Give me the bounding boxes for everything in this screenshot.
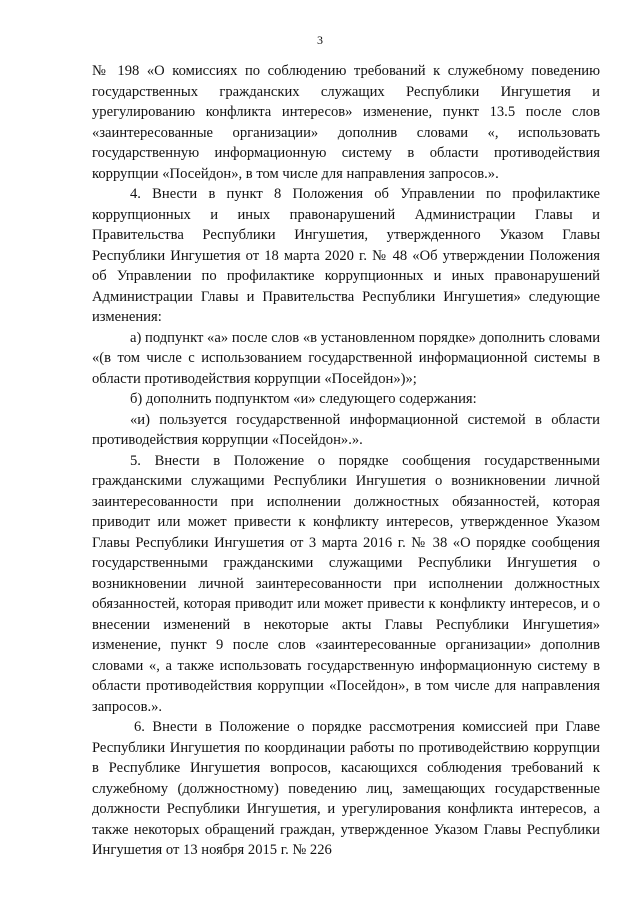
paragraph-subitem-i: «и) пользуется государственной информационной системой в области противодействия коррупции «Посейдон».». (92, 411, 600, 448)
paragraph-continuation: № 198 «О комиссиях по соблюдению требований к служебному поведению государственных гражданских служащих Республики Ингушетия и урегулированию конфликта интересов» изменение, пункт 13.5 после слов «заинтересованные организации» дополнив словами «, использовать государственную информационную систему в области противодействия коррупции «Посейдон», в том числе для направления запросов.». (92, 63, 600, 182)
paragraph-item-4: 4. Внести в пункт 8 Положения об Управлении по профилактике коррупционных и иных правонарушений Администрации Главы и Правительства Республики Ингушетия, утвержденного Указом Главы Республики Ингушетия от 18 марта 2020 г. № 48 «Об утверждении Положения об Управлении по профилактике коррупционных и иных правонарушений Администрации Главы и Правительства Республики Ингушетия» следующие изменения: (92, 186, 600, 325)
paragraph-item-5: 5. Внести в Положение о порядке сообщения государственными гражданскими служащими Республики Ингушетия о возникновении личной заинтересованности при исполнении должностных обязанностей, которая приводит или может привести к конфликту интересов, утвержденное Указом Главы Республики Ингушетия от 3 марта 2016 г. № 38 «О порядке сообщения государственными гражданскими служащими Республики Ингушетия о возникновении личной заинтересованности при исполнении должностных обязанностей, которая приводит или может привести к конфликту интересов, и о внесении изменений в некоторые акты Главы Республики Ингушетия» изменение, пункт 9 после слов «заинтересованные организации» дополнив словами «, а также использовать государственную информационную систему в области противодействия коррупции «Посейдон», в том числе для направления запросов.». (92, 452, 600, 715)
document-body (92, 61, 600, 861)
paragraph-item-6: 6. Внести в Положение о порядке рассмотрения комиссией при Главе Республики Ингушетия по координации работы по противодействию коррупции в Республике Ингушетия вопросов, касающихся соблюдения требований к служебному (должностному) поведению лиц, замещающих государственные должности Республики Ингушетия, и урегулирования конфликта интересов, а также некоторых обращений граждан, утвержденное Указом Главы Республики Ингушетия от 13 ноября 2015 г. № 226 (92, 719, 600, 858)
paragraph-subitem-a: а) подпункт «а» после слов «в установленном порядке» дополнить словами «(в том числе с использованием государственной информационной системы в области противодействия коррупции «Посейдон»)»; (92, 329, 600, 387)
paragraph-subitem-b: б) дополнить подпунктом «и» следующего содержания: (130, 391, 477, 407)
page-number: 3 (317, 33, 323, 47)
